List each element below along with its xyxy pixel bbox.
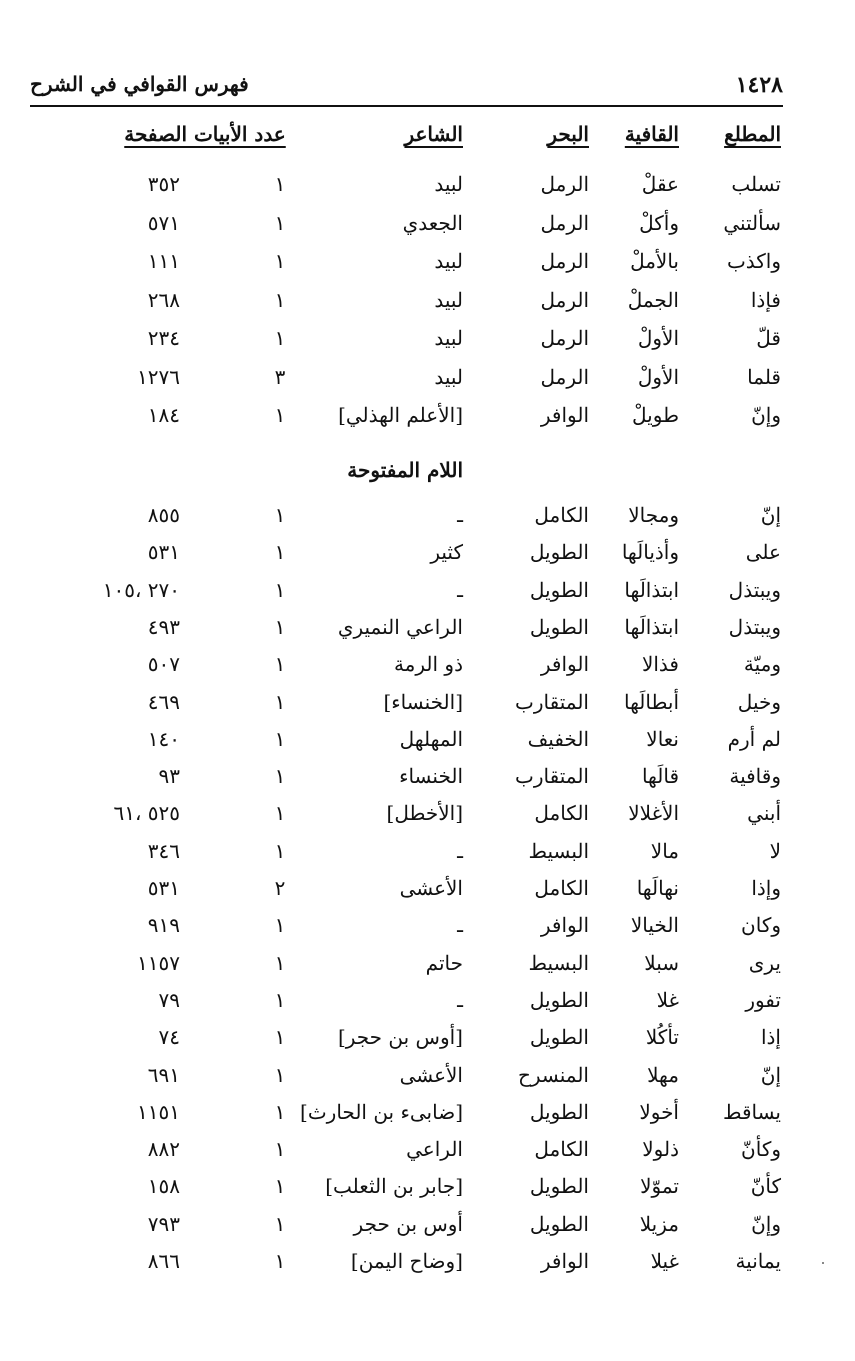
- column-header-meter: البحر: [547, 122, 589, 146]
- table-row: [0, 764, 855, 796]
- column-header-row: [0, 122, 855, 154]
- verses-cell: ١: [274, 1174, 286, 1199]
- meter-cell: الخفيف: [527, 726, 589, 751]
- verses-cell: ١: [274, 987, 286, 1012]
- table-row: [0, 1025, 855, 1057]
- table-row: [0, 652, 855, 684]
- table-row: [0, 913, 855, 945]
- opening-cell: وإذا: [751, 876, 781, 900]
- table-row: [0, 540, 855, 572]
- rhyme-cell: الجملْ: [627, 287, 679, 312]
- meter-cell: الطويل: [529, 577, 589, 602]
- column-header-poet: الشاعر: [404, 122, 463, 146]
- meter-cell: الطويل: [529, 1174, 589, 1199]
- header-rule: [30, 105, 783, 107]
- opening-cell: واكذب: [726, 249, 781, 273]
- page-cell: ٨٨٢: [147, 1137, 180, 1162]
- meter-cell: الرمل: [540, 210, 589, 235]
- rhyme-cell: أخولا: [639, 1099, 679, 1124]
- section-title: اللام المفتوحة: [347, 458, 463, 482]
- poet-cell: لبيد: [434, 249, 463, 273]
- table-row: [0, 951, 855, 983]
- poet-cell: [أوس بن حجر]: [337, 1025, 463, 1050]
- page-cell: ٥٧١: [147, 210, 180, 235]
- verses-cell: ١: [274, 577, 286, 602]
- table-row: [0, 690, 855, 722]
- rhyme-cell: أبطالَها: [623, 689, 679, 714]
- rhyme-cell: غلا: [656, 987, 679, 1012]
- opening-cell: يساقط: [722, 1099, 781, 1124]
- opening-cell: سألتني: [723, 210, 781, 235]
- verses-cell: ١: [274, 1249, 286, 1273]
- meter-cell: المتقارب: [515, 764, 589, 789]
- opening-cell: قلما: [747, 364, 781, 389]
- table-row: [0, 988, 855, 1020]
- rhyme-cell: ومجالا: [628, 503, 679, 527]
- table-row: [0, 1063, 855, 1095]
- opening-cell: فإذا: [750, 287, 781, 312]
- meter-cell: المنسرح: [517, 1062, 589, 1087]
- page-cell: ١٥٨: [147, 1174, 180, 1199]
- page-cell: ٤٦٩: [147, 689, 180, 714]
- verses-cell: ١: [274, 764, 286, 789]
- page-cell: ٤٩٣: [147, 614, 180, 639]
- rhyme-cell: نهالَها: [636, 876, 679, 900]
- table-row: [0, 172, 855, 204]
- verses-cell: ١: [274, 287, 286, 312]
- meter-cell: البسيط: [528, 950, 589, 975]
- poet-cell: ـ: [457, 987, 463, 1012]
- opening-cell: وقافية: [729, 764, 781, 789]
- meter-cell: المتقارب: [515, 689, 589, 714]
- verses-cell: ١: [274, 801, 286, 826]
- rhyme-cell: ذلولا: [642, 1137, 679, 1162]
- table-row: [0, 249, 855, 281]
- rhyme-cell: مهلا: [647, 1062, 679, 1087]
- opening-cell: وخيل: [737, 689, 781, 714]
- page-cell: ١٨٤: [147, 403, 180, 427]
- page-cell: ٣٥٢: [147, 172, 180, 196]
- table-row: [0, 326, 855, 358]
- poet-cell: أوس بن حجر: [353, 1211, 463, 1236]
- table-row: [0, 578, 855, 610]
- poet-cell: [الخنساء]: [383, 689, 463, 714]
- page-cell: ٧٩٣: [147, 1211, 180, 1236]
- verses-cell: ١: [274, 1062, 286, 1087]
- opening-cell: وإنّ: [751, 403, 781, 427]
- poet-cell: الخنساء: [399, 764, 463, 789]
- poet-cell: لبيد: [434, 326, 463, 350]
- meter-cell: الكامل: [534, 1137, 589, 1162]
- opening-cell: قلّ: [756, 326, 781, 350]
- meter-cell: الطويل: [529, 1099, 589, 1124]
- rhyme-cell: طويلْ: [632, 403, 679, 427]
- poet-cell: [وضاح اليمن]: [350, 1249, 463, 1273]
- poet-cell: الأعشى: [399, 876, 463, 900]
- meter-cell: الكامل: [534, 503, 589, 527]
- poet-cell: [ضابىء بن الحارث]: [300, 1099, 463, 1124]
- page-cell: ٢٧٠ ،١٠٥: [102, 577, 180, 602]
- page-cell: ٥٠٧: [147, 652, 180, 677]
- page-cell: ٥٢٥ ،٦١: [113, 801, 180, 826]
- opening-cell: تفور: [745, 987, 781, 1012]
- rhyme-cell: عقلْ: [641, 172, 679, 196]
- poet-cell: لبيد: [434, 172, 463, 196]
- page-cell: ٦٩١: [147, 1062, 180, 1087]
- rhyme-cell: نعالا: [646, 726, 679, 751]
- verses-cell: ٢: [274, 876, 286, 900]
- verses-cell: ١: [274, 1099, 286, 1124]
- table-row: [0, 1249, 855, 1281]
- opening-cell: إذا: [760, 1025, 781, 1050]
- opening-cell: يمانية: [735, 1249, 781, 1273]
- poet-cell: المهلهل: [399, 726, 463, 751]
- meter-cell: الكامل: [534, 876, 589, 900]
- meter-cell: الطويل: [529, 987, 589, 1012]
- verses-cell: ١: [274, 913, 286, 938]
- page-cell: ٧٩: [158, 987, 180, 1012]
- meter-cell: الكامل: [534, 801, 589, 826]
- poet-cell: لبيد: [434, 287, 463, 312]
- page-cell: ٩٣: [158, 764, 180, 789]
- verses-cell: ١: [274, 210, 286, 235]
- rhyme-cell: ابتذالَها: [624, 577, 679, 602]
- poet-cell: الراعي النميري: [337, 614, 463, 639]
- meter-cell: الطويل: [529, 540, 589, 565]
- page-number: ١٤٢٨: [735, 72, 783, 98]
- poet-cell: حاتم: [425, 950, 463, 975]
- page-cell: ٢٦٨: [147, 287, 180, 312]
- meter-cell: الوافر: [540, 403, 589, 427]
- rhyme-cell: تأكُلا: [645, 1025, 679, 1050]
- poet-cell: ذو الرمة: [393, 652, 463, 677]
- opening-cell: كأنّ: [750, 1174, 781, 1199]
- opening-cell: ويبتذل: [728, 614, 781, 639]
- rhyme-cell: غيلا: [650, 1249, 679, 1273]
- page-cell: ١١٥٧: [137, 950, 180, 975]
- opening-cell: وكأنّ: [741, 1137, 781, 1162]
- opening-cell: أبني: [747, 801, 781, 826]
- poet-cell: ـ: [457, 913, 463, 938]
- meter-cell: الرمل: [540, 249, 589, 273]
- page-cell: ٨٦٦: [147, 1249, 180, 1273]
- verses-cell: ١: [274, 950, 286, 975]
- rhyme-cell: ابتذالَها: [624, 614, 679, 639]
- page-cell: ١٤٠: [147, 726, 180, 751]
- poet-cell: [الأعلم الهذلي]: [338, 403, 463, 427]
- opening-cell: يرى: [748, 950, 781, 975]
- meter-cell: الرمل: [540, 172, 589, 196]
- table-row: [0, 1174, 855, 1206]
- rhyme-cell: فذالا: [641, 652, 679, 677]
- page-cell: ١١١: [147, 249, 180, 273]
- opening-cell: لا: [769, 838, 781, 863]
- meter-cell: الوافر: [540, 652, 589, 677]
- rhyme-cell: الأولْ: [637, 326, 679, 350]
- page-cell: ٣٤٦: [147, 838, 180, 863]
- running-head: [30, 70, 783, 104]
- verses-cell: ١: [274, 1025, 286, 1050]
- column-header-rhyme: القافية: [624, 122, 679, 146]
- verses-cell: ١: [274, 838, 286, 863]
- verses-cell: ١: [274, 1211, 286, 1236]
- meter-cell: الوافر: [540, 1249, 589, 1273]
- opening-cell: وإنّ: [751, 1211, 781, 1236]
- verses-cell: ١: [274, 652, 286, 677]
- verses-cell: ١: [274, 540, 286, 565]
- opening-cell: لم أرم: [727, 726, 781, 751]
- poet-cell: [الأخطل]: [386, 801, 463, 826]
- page-cell: ٧٤: [158, 1025, 180, 1050]
- column-header-opening: المطلع: [724, 122, 781, 146]
- meter-cell: البسيط: [528, 838, 589, 863]
- poet-cell: ـ: [457, 577, 463, 602]
- table-row: [0, 288, 855, 320]
- rhyme-cell: مزيلا: [639, 1211, 679, 1236]
- poet-cell: [جابر بن الثعلب]: [325, 1174, 463, 1199]
- verses-cell: ١: [274, 249, 286, 273]
- verses-cell: ٣: [274, 364, 286, 389]
- poet-cell: الأعشى: [399, 1062, 463, 1087]
- rhyme-cell: وأذيالَها: [621, 540, 679, 565]
- table-row: [0, 211, 855, 243]
- column-header-verses-pages: عدد الأبيات الصفحة: [124, 122, 286, 146]
- rhyme-cell: قالَها: [641, 764, 679, 789]
- poet-cell: ـ: [457, 838, 463, 863]
- page-cell: ٥٣١: [147, 876, 180, 900]
- poet-cell: الجعدي: [402, 210, 463, 235]
- rhyme-cell: الأولْ: [637, 364, 679, 389]
- verses-cell: ١: [274, 172, 286, 196]
- opening-cell: وميّة: [743, 652, 781, 677]
- table-row: [0, 1100, 855, 1132]
- verses-cell: ١: [274, 614, 286, 639]
- meter-cell: الرمل: [540, 364, 589, 389]
- verses-cell: ١: [274, 1137, 286, 1162]
- page-cell: ٢٣٤: [147, 326, 180, 350]
- table-row: [0, 1212, 855, 1244]
- rhyme-cell: تموّلا: [640, 1174, 679, 1199]
- verses-cell: ١: [274, 726, 286, 751]
- table-row: [0, 503, 855, 535]
- page-cell: ٩١٩: [147, 913, 180, 938]
- meter-cell: الرمل: [540, 326, 589, 350]
- opening-cell: إنّ: [760, 503, 781, 527]
- table-row: [0, 1137, 855, 1169]
- poet-cell: لبيد: [434, 364, 463, 389]
- table-row: [0, 801, 855, 833]
- meter-cell: الطويل: [529, 1025, 589, 1050]
- opening-cell: تسلب: [731, 172, 781, 196]
- rhyme-cell: مالا: [650, 838, 679, 863]
- page-cell: ٥٣١: [147, 540, 180, 565]
- table-row: [0, 365, 855, 397]
- page-speck: [822, 1262, 824, 1264]
- verses-cell: ١: [274, 689, 286, 714]
- opening-cell: وكان: [741, 913, 781, 938]
- verses-cell: ١: [274, 403, 286, 427]
- table-row: [0, 839, 855, 871]
- meter-cell: الطويل: [529, 1211, 589, 1236]
- page-cell: ٨٥٥: [147, 503, 180, 527]
- rhyme-cell: بالأملْ: [630, 249, 679, 273]
- meter-cell: الوافر: [540, 913, 589, 938]
- poet-cell: ـ: [457, 503, 463, 527]
- rhyme-cell: سبلا: [644, 950, 679, 975]
- table-row: [0, 615, 855, 647]
- rhyme-cell: وأكلْ: [639, 210, 679, 235]
- meter-cell: الرمل: [540, 287, 589, 312]
- poet-cell: كثير: [430, 540, 463, 565]
- table-row: [0, 727, 855, 759]
- rhyme-cell: الخيالا: [630, 913, 679, 938]
- opening-cell: ويبتذل: [728, 577, 781, 602]
- rhyme-cell: الأغلالا: [628, 801, 679, 826]
- verses-cell: ١: [274, 503, 286, 527]
- page-cell: ١١٥١: [137, 1099, 180, 1124]
- opening-cell: على: [745, 540, 781, 565]
- page-cell: ١٢٧٦: [137, 364, 180, 389]
- verses-cell: ١: [274, 326, 286, 350]
- table-row: [0, 876, 855, 908]
- running-title: فهرس القوافي في الشرح: [30, 72, 249, 96]
- poet-cell: الراعي: [406, 1137, 463, 1162]
- meter-cell: الطويل: [529, 614, 589, 639]
- table-row: [0, 403, 855, 435]
- opening-cell: إنّ: [760, 1062, 781, 1087]
